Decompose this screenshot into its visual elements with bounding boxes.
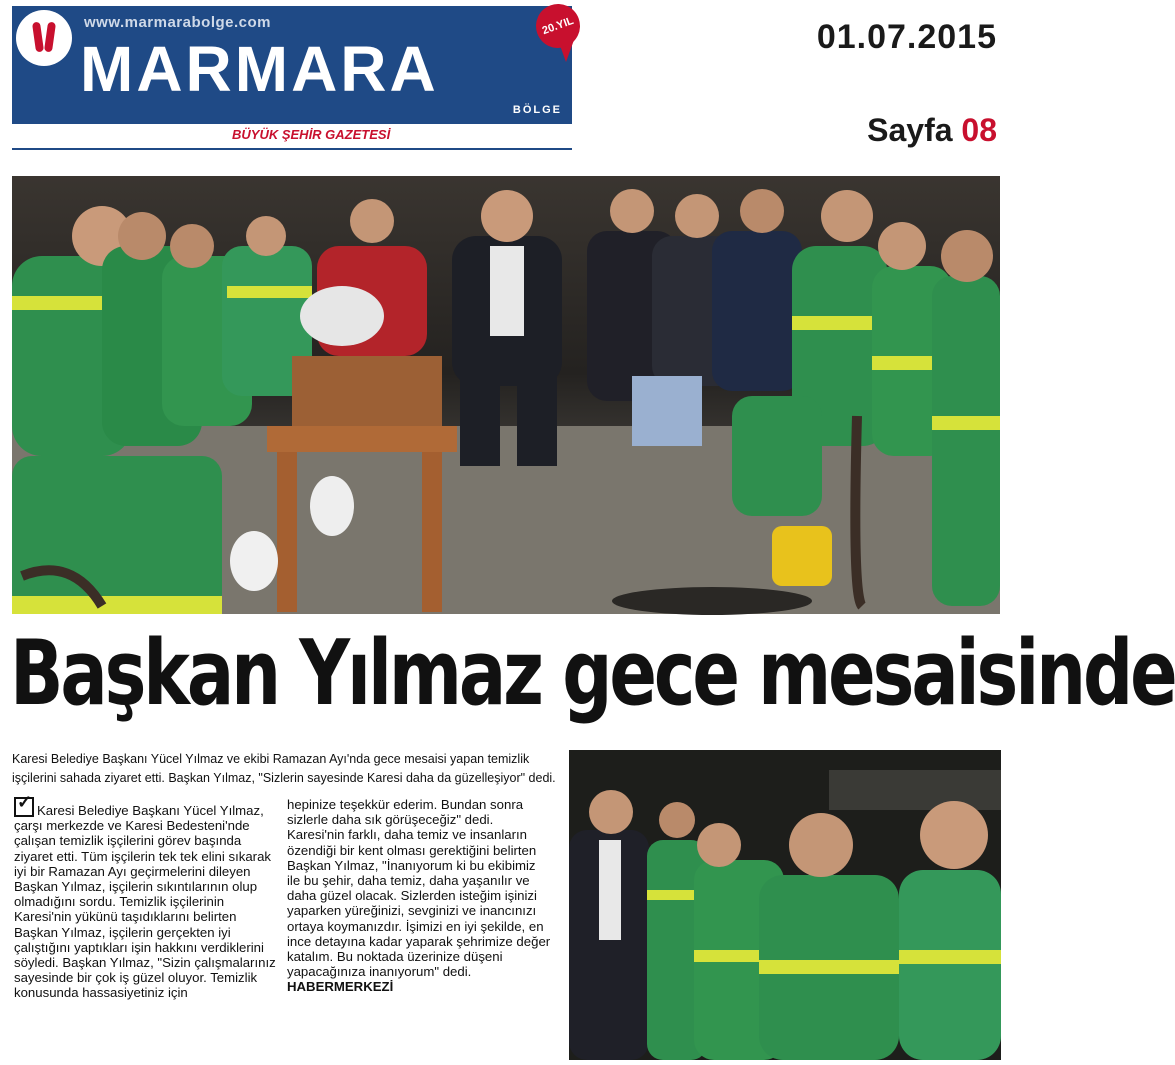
article-lead: Karesi Belediye Başkanı Yücel Yılmaz ve ekibi Ramazan Ayı'nda gece mesaisi yapan temizlik işçilerini sahada ziyaret etti. Başkan Yılmaz, "Sizlerin sayesinde Karesi daha da güzelleşiyor" dedi. <box>12 752 556 785</box>
checkbox-icon <box>14 797 34 817</box>
logo-icon <box>16 10 72 66</box>
page-number <box>867 112 997 149</box>
article-byline: HABERMERKEZİ <box>287 979 394 995</box>
page-label: Sayfa <box>867 112 953 148</box>
masthead-url: www.marmarabolge.com <box>84 14 271 31</box>
side-photo <box>569 750 1001 1060</box>
anniversary-badge: 20.YIL <box>530 0 586 54</box>
article-column-1 <box>14 797 278 1001</box>
main-photo <box>12 176 1000 614</box>
article-headline: Başkan Yılmaz gece mesaisinde <box>10 621 1175 726</box>
side-photo-illustration <box>569 750 1001 1060</box>
article-column-1-text: Karesi Belediye Başkanı Yücel Yılmaz, çarşı merkezde ve Karesi Bedesteni'nde çalışan temizlik işçilerini görev başında ziyaret etti. Tüm işçilerin tek tek elini sıkarak iyi bir Ramazan Ayı geçirmelerini dileyen Başkan Yılmaz, işçilerin sıkıntılarının olup olmadığını sordu. Temizlik işçilerinin Karesi'nin yükünü taşıdıklarını belirten Başkan Yılmaz, işçilerin gerçekten iyi çalıştığını yaptıkları işin hakkını verdiklerini söyledi. Başkan Yılmaz, "Sizin çalışmalarınız sayesinde bir çok iş güzel oluyor. Temizlik konusunda hassasiyetiniz için <box>14 803 276 1001</box>
masthead-wordmark: MARMARA <box>80 33 439 105</box>
masthead-logo <box>12 6 572 124</box>
article-column-2 <box>287 797 551 995</box>
article-column-2-text: hepinize teşekkür ederim. Bundan sonra sizlerle daha sık görüşeceğiz" dedi. Karesi'nin farklı, daha temiz ve insanların özendiği bir kent olması gerektiğini belirten Başkan Yılmaz, "İnanıyorum ki bu ekibimiz ile bu şehir, daha temiz, daha yaşanılır ve daha güzel olacak. Sizlerden isteğim işinizi yaparken yüreğinizi, sevginizi ve inancınızı ortaya koymanızdır. İşimizi en iyi şekilde, en ince detayına kadar yaparak şehrimize değer katalım. Bu noktada üzerinize düşeni yapacağınıza inanıyorum" dedi. <box>287 797 551 980</box>
masthead-subtitle: BÜYÜK ŞEHİR GAZETESİ <box>232 127 391 142</box>
masthead-sub-wordmark: BÖLGE <box>512 104 562 116</box>
issue-date: 01.07.2015 <box>816 18 997 56</box>
page-number-value: 08 <box>961 112 997 148</box>
main-photo-illustration <box>12 176 1000 614</box>
